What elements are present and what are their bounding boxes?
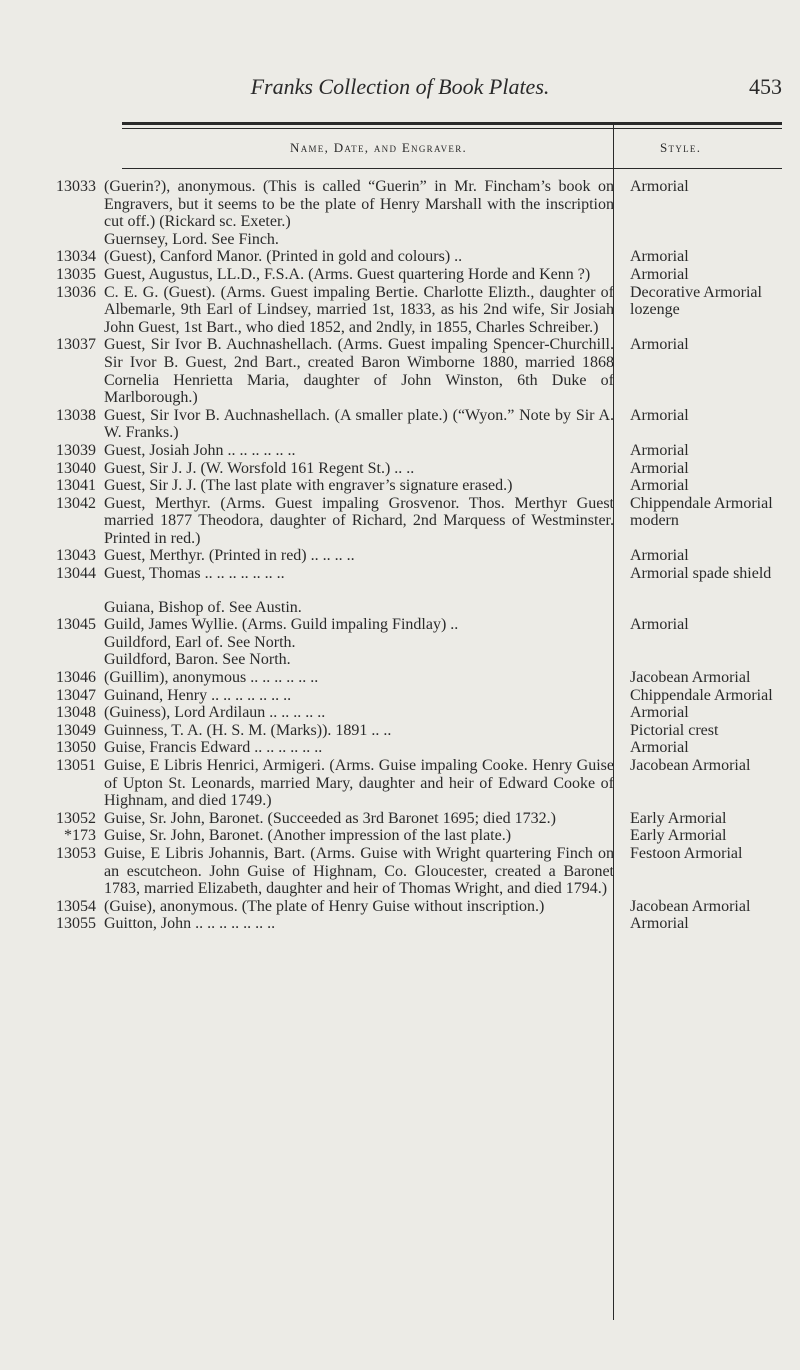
entry-style: Festoon Armorial [630,844,743,862]
table-row [0,547,800,565]
entry-style: Armorial [630,178,689,195]
entry-number: 13055 [56,915,96,933]
entry-number: 13042 [56,494,96,512]
entry-name: Guitton, John .. .. .. .. .. .. .. [104,915,276,933]
entry-style: Jacobean Armorial [630,897,751,915]
entry-name: Guest, Thomas .. .. .. .. .. .. .. [104,565,285,583]
entry-name: Guernsey, Lord. See Finch. [104,230,279,248]
entry-name: Guise, Sr. John, Baronet. (Another impression of the last plate.) [104,827,512,845]
table-row [0,248,800,266]
entry-number: 13044 [56,565,96,583]
table-row [0,915,800,933]
entry-style: Pictorial crest [630,721,719,739]
entry-style: Jacobean Armorial [630,757,751,774]
entry-number: 13052 [56,809,96,827]
entry-number: 13034 [56,248,96,266]
entry-name: (Guillim), anonymous .. .. .. .. .. .. [104,669,319,687]
table-row [0,231,800,249]
table-row [0,827,800,845]
entry-number: 13049 [56,721,96,739]
entry-name: Guiana, Bishop of. See Austin. [104,598,302,616]
entry-name: Guise, E Libris Henrici, Armigeri. (Arms. Guise impaling Cooke. Henry Guise of Upton St. Leonards, married Mary, daughter and heir of Edward Cooke of Highnam, and died 1749.) [104,757,614,810]
column-header-name: Name, Date, and Engraver. [290,140,468,155]
entry-number: 13047 [56,686,96,704]
entry-number: 13043 [56,547,96,565]
entry-style: Armorial spade shield [630,565,772,583]
entry-name: Guest, Augustus, LL.D., F.S.A. (Arms. Guest quartering Horde and Kenn ?) [104,265,591,283]
running-title: Franks Collection of Book Plates. [250,74,550,99]
entry-number: 13046 [56,669,96,687]
entry-name: Guise, Francis Edward .. .. .. .. .. .. [104,739,323,757]
header-rule-thin [122,128,782,129]
entry-name: Guest, Sir Ivor B. Auchnashellach. (Arms. Guest impaling Spencer-Churchill. Sir Ivor B. Guest, 2nd Bart., created Baron Wimborne 1880, married 1868 Cornelia Henrietta Maria, daughter of John Winston, 6th Duke of Marlborough.) [104,336,614,407]
entry-name: Guest, Sir J. J. (W. Worsfold 161 Regent St.) .. .. [104,459,415,477]
table-row [0,266,800,284]
entry-name: Guest, Merthyr. (Printed in red) .. .. .. .. [104,547,355,565]
entry-number: 13054 [56,897,96,915]
entry-number: 13038 [56,406,96,424]
table-row [0,651,800,669]
entry-name: Guest, Josiah John .. .. .. .. .. .. [104,441,296,459]
entry-style: Armorial [630,248,689,266]
table-row [0,669,800,687]
entry-name: C. E. G. (Guest). (Arms. Guest impaling Bertie. Charlotte Elizth., daughter of Albemarle, 9th Earl of Lindsey, married 1st, 1833, as his 2nd wife, Sir Josiah John Guest, 1st Bart., who died 1852, and 2ndly, in 1855, Charles Schreiber.) [104,283,614,336]
column-header-rule [122,168,782,169]
entry-name: (Guerin?), anonymous. (This is called “Guerin” in Mr. Fincham’s book on Engravers, but it seems to be the plate of Henry Marshall with the inscription cut off.) (Rickard sc. Exeter.) [104,178,614,231]
table-row [0,704,800,722]
entry-number: 13053 [56,844,96,862]
table-row [0,407,800,442]
table-row [0,898,800,916]
entry-name: Guise, Sr. John, Baronet. (Succeeded as 3rd Baronet 1695; died 1732.) [104,809,556,827]
table-row [0,284,800,337]
entry-style: Early Armorial [630,809,727,827]
entry-style: Armorial [630,547,689,565]
entry-name: Guildford, Earl of. See North. [104,633,296,651]
entry-name: Guildford, Baron. See North. [104,651,291,669]
entry-style: Armorial [630,739,689,757]
entry-number: 13051 [56,757,96,774]
entry-style: Armorial [630,265,689,283]
row-spacer [0,583,800,599]
entry-style: Armorial [630,704,689,722]
entry-number: 13040 [56,459,96,477]
table-row [0,845,800,898]
table-row [0,495,800,548]
entry-name: Guinand, Henry .. .. .. .. .. .. .. [104,686,292,704]
table-row [0,616,800,634]
entry-name: Guild, James Wyllie. (Arms. Guild impaling Findlay) .. [104,616,459,634]
entry-number: 13045 [56,616,96,634]
table-row [0,477,800,495]
entry-number: 13035 [56,265,96,283]
entry-number: 13037 [56,336,96,354]
page-number: 453 [749,74,782,99]
entry-number: *173 [64,827,96,845]
entry-number: 13036 [56,283,96,301]
entry-number: 13033 [56,178,96,195]
entry-style: Armorial [630,459,689,477]
entry-style: Early Armorial [630,827,727,845]
entry-name: (Guiness), Lord Ardilaun .. .. .. .. .. [104,704,326,722]
catalogue-table [0,178,800,933]
entry-style: Armorial [630,915,689,933]
entry-name: Guest, Merthyr. (Arms. Guest impaling Grosvenor. Thos. Merthyr Guest married 1877 Theodora, daughter of Richard, 2nd Marquess of Westminster. Printed in red.) [104,494,614,547]
entry-style: Chippendale Armorial modern [630,494,773,530]
entry-style: Armorial [630,477,689,495]
entry-number: 13039 [56,441,96,459]
entry-number: 13041 [56,477,96,495]
header-rule-thick [122,122,782,125]
table-row [0,687,800,705]
table-row [0,810,800,828]
entry-style: Chippendale Armorial [630,686,773,704]
table-row [0,757,800,810]
entry-name: Guise, E Libris Johannis, Bart. (Arms. Guise with Wright quartering Finch on an escutcheon. John Guise of Highnam, Co. Gloucester, created a Baronet 1783, married Elizabeth, daughter and heir of Thomas Wright, and died 1794.) [104,844,614,898]
entry-name: (Guest), Canford Manor. (Printed in gold and colours) .. [104,248,463,266]
entry-style: Armorial [630,406,689,424]
table-row [0,599,800,617]
entry-name: (Guise), anonymous. (The plate of Henry Guise without inscription.) [104,897,545,915]
table-row [0,178,800,231]
table-row [0,565,800,583]
entry-number: 13050 [56,739,96,757]
table-row [0,634,800,652]
entry-style: Decorative Armorial lozenge [630,283,762,319]
table-row [0,336,800,406]
table-row [0,739,800,757]
table-row [0,442,800,460]
entry-number: 13048 [56,704,96,722]
entry-style: Jacobean Armorial [630,669,751,687]
entry-style: Armorial [630,616,689,634]
table-row [0,460,800,478]
entry-style: Armorial [630,336,689,354]
entry-style: Armorial [630,441,689,459]
column-header-style: Style. [660,140,702,155]
entry-name: Guest, Sir Ivor B. Auchnashellach. (A smaller plate.) (“Wyon.” Note by Sir A. W. Franks.) [104,406,614,442]
entry-name: Guest, Sir J. J. (The last plate with engraver’s signature erased.) [104,477,513,495]
table-row [0,722,800,740]
entry-name: Guinness, T. A. (H. S. M. (Marks)). 1891 .. .. [104,721,392,739]
